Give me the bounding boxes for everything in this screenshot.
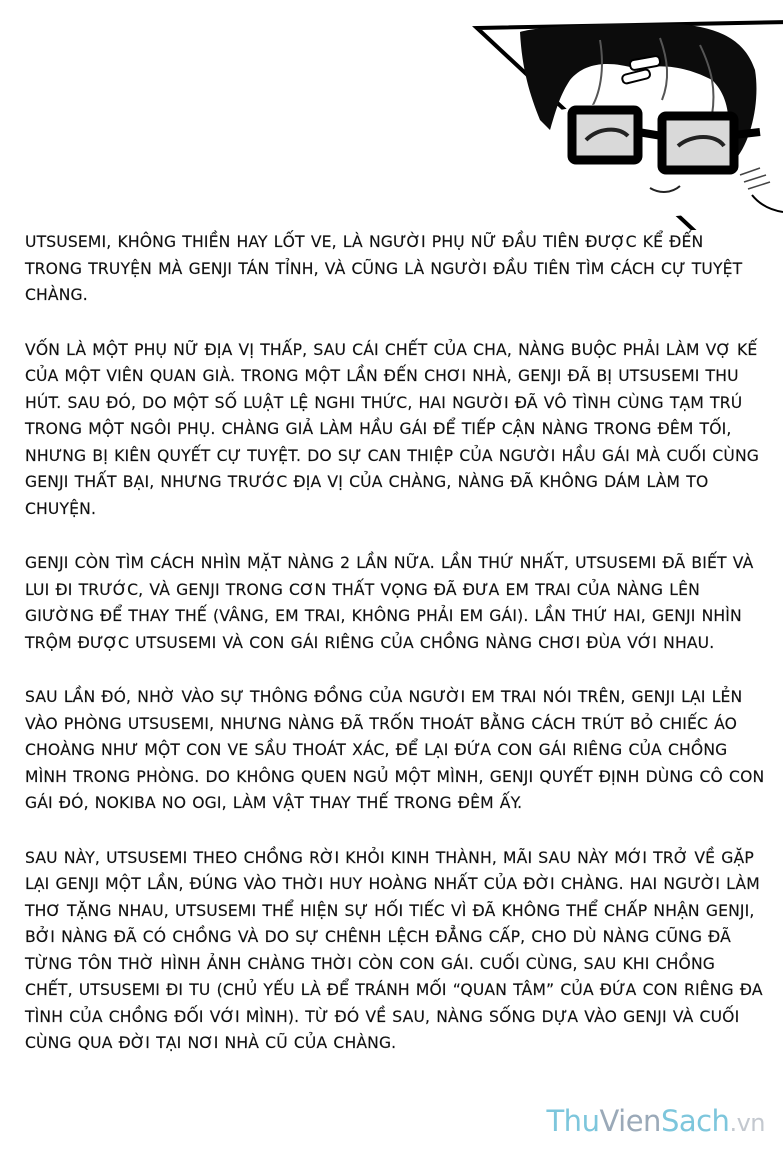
manga-panel	[0, 0, 783, 230]
watermark-part-3: Sach	[660, 1104, 730, 1138]
watermark-part-2: Vien	[599, 1104, 661, 1138]
article-text	[25, 229, 765, 1085]
glasses-girl-illustration	[0, 0, 783, 230]
paragraph-2: VỐN LÀ MỘT PHỤ NỮ ĐỊA VỊ THẤP, SAU CÁI CHẾT CỦA CHA, NÀNG BUỘC PHẢI LÀM VỢ KẾ CỦA MỘT VIÊN QUAN GIÀ. TRONG MỘT LẦN ĐẾN CHƠI NHÀ, GENJI ĐÃ BỊ UTSUSEMI THU HÚT. SAU ĐÓ, DO MỘT SỐ LUẬT LỆ NGHI THỨC, HAI NGƯỜI ĐÃ VÔ TÌNH CÙNG TẠM TRÚ TRONG MỘT NGÔI PHỤ. CHÀNG GIẢ LÀM HẦU GÁI ĐỂ TIẾP CẬN NÀNG TRONG ĐÊM TỐI, NHƯNG BỊ KIÊN QUYẾT CỰ TUYỆT. DO SỰ CAN THIỆP CỦA NGƯỜI HẦU GÁI MÀ CUỐI CÙNG GENJI THẤT BẠI, NHƯNG TRƯỚC ĐỊA VỊ CỦA CHÀNG, NÀNG ĐÃ KHÔNG DÁM LÀM TO CHUYỆN.	[25, 340, 759, 518]
paragraph-5: SAU NÀY, UTSUSEMI THEO CHỒNG RỜI KHỎI KINH THÀNH, MÃI SAU NÀY MỚI TRỞ VỀ GẶP LẠI GENJI MỘT LẦN, ĐÚNG VÀO THỜI HUY HOÀNG NHẤT CỦA ĐỜI CHÀNG. HAI NGƯỜI LÀM THƠ TẶNG NHAU, UTSUSEMI THỂ HIỆN SỰ HỐI TIẾC VÌ ĐÃ KHÔNG THỂ CHẤP NHẬN GENJI, BỞI NÀNG ĐÃ CÓ CHỒNG VÀ DO SỰ CHÊNH LỆCH ĐẲNG CẤP, CHO DÙ NÀNG CŨNG ĐÃ TỪNG TÔN THỜ HÌNH ẢNH CHÀNG THỜI CÒN CON GÁI. CUỐI CÙNG, SAU KHI CHỒNG CHẾT, UTSUSEMI ĐI TU (CHỦ YẾU LÀ ĐỂ TRÁNH MỐI “QUAN TÂM” CỦA ĐỨA CON RIÊNG ĐA TÌNH CỦA CHỒNG ĐỐI VỚI MÌNH). TỪ ĐÓ VỀ SAU, NÀNG SỐNG DỰA VÀO GENJI VÀ CUỐI CÙNG QUA ĐỜI TẠI NƠI NHÀ CŨ CỦA CHÀNG.	[25, 848, 763, 1052]
paragraph-1: UTSUSEMI, KHÔNG THIỀN HAY LỐT VE, LÀ NGƯỜI PHỤ NỮ ĐẦU TIÊN ĐƯỢC KỂ ĐẾN TRONG TRUYỆN MÀ GENJI TÁN TỈNH, VÀ CŨNG LÀ NGƯỜI ĐẦU TIÊN TÌM CÁCH CỰ TUYỆT CHÀNG.	[25, 233, 743, 304]
paragraph-4: SAU LẦN ĐÓ, NHỜ VÀO SỰ THÔNG ĐỒNG CỦA NGƯỜI EM TRAI NÓI TRÊN, GENJI LẠI LẺN VÀO PHÒNG UTSUSEMI, NHƯNG NÀNG ĐÃ TRỐN THOÁT BẰNG CÁCH TRÚT BỎ CHIẾC ÁO CHOÀNG NHƯ MỘT CON VE SẦU THOÁT XÁC, ĐỂ LẠI ĐỨA CON GÁI RIÊNG CỦA CHỒNG MÌNH TRONG PHÒNG. DO KHÔNG QUEN NGỦ MỘT MÌNH, GENJI QUYẾT ĐỊNH DÙNG CÔ CON GÁI ĐÓ, NOKIBA NO OGI, LÀM VẬT THAY THẾ TRONG ĐÊM ẤY.	[25, 688, 765, 812]
site-watermark	[546, 1104, 765, 1140]
watermark-part-4: .vn	[729, 1109, 765, 1137]
watermark-part-1: Thu	[546, 1104, 600, 1138]
paragraph-3: GENJI CÒN TÌM CÁCH NHÌN MẶT NÀNG 2 LẦN NỮA. LẦN THỨ NHẤT, UTSUSEMI ĐÃ BIẾT VÀ LUI ĐI TRƯỚC, VÀ GENJI TRONG CƠN THẤT VỌNG ĐÃ ĐƯA EM TRAI CỦA NÀNG LÊN GIƯỜNG ĐỂ THAY THẾ (VÂNG, EM TRAI, KHÔNG PHẢI EM GÁI). LẦN THỨ HAI, GENJI NHÌN TRỘM ĐƯỢC UTSUSEMI VÀ CON GÁI RIÊNG CỦA CHỒNG NÀNG CHƠI ĐÙA VỚI NHAU.	[25, 554, 754, 652]
